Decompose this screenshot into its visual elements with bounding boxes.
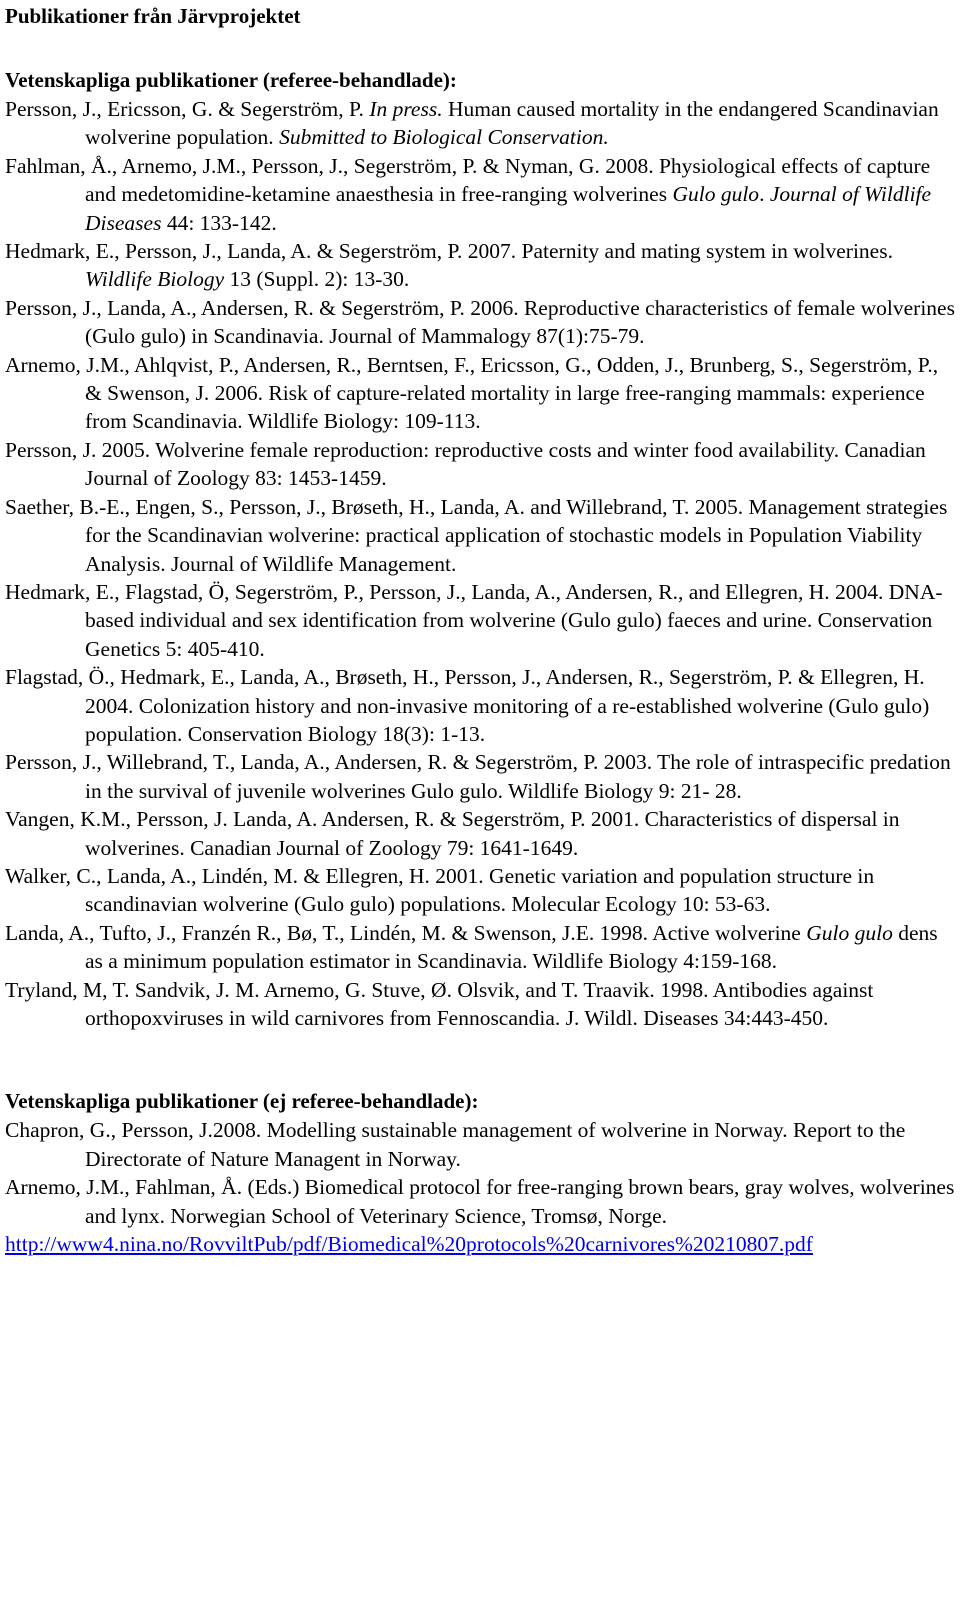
section-heading-non-refereed: Vetenskapliga publikationer (ej referee-behandlade): [5, 1089, 479, 1114]
entry-text: Persson, J., Ericsson, G. & Segerström, P. [5, 97, 370, 121]
entry-text: dens as a minimum population estimator in Scandinavia. Wildlife Biology 4:159-168. [85, 920, 938, 974]
publication-entry [5, 1116, 955, 1173]
entry-text: Fahlman, Å., Arnemo, J.M., Persson, J., Segerström, P. & Nyman, G. 2008. Physiological effects of capture and medetomidine-ketamine anaesthesia in free-ranging wolverines [5, 153, 931, 207]
publication-entry [5, 152, 955, 237]
publication-entry [5, 294, 955, 351]
entry-text: Persson, J., Willebrand, T., Landa, A., Andersen, R. & Segerström, P. 2003. The role of intraspecific predation in the survival of juvenile wolverines Gulo gulo. Wildlife Biology 9: 21- 28. [5, 750, 951, 803]
publication-entry [5, 976, 955, 1033]
italic-text: Wildlife Biology [85, 267, 225, 292]
entry-text: Persson, J. 2005. Wolverine female reproduction: reproductive costs and winter food availability. Canadian Journal of Zoology 83: 1453-1459. [5, 437, 926, 491]
spacer [5, 30, 955, 66]
italic-text: Gulo gulo [672, 182, 760, 207]
entry-text: . [759, 182, 770, 207]
italic-text: Submitted to Biological Conservation. [279, 125, 609, 150]
biomedical-protocol-link[interactable]: http://www4.nina.no/RovviltPub/pdf/Biomedical%20protocols%20carnivores%20210807.pdf [5, 1232, 813, 1257]
publication-entry [5, 237, 955, 294]
entry-link-line [5, 1230, 955, 1258]
entry-text: 13 (Suppl. 2): 13-30. [224, 267, 410, 292]
section-non-refereed [5, 1087, 955, 1258]
document-page [5, 0, 955, 1258]
publication-entry [5, 578, 955, 663]
publication-entry [5, 862, 955, 919]
publication-entry [5, 436, 955, 493]
entry-text: Vangen, K.M., Persson, J. Landa, A. Andersen, R. & Segerström, P. 2001. Characteristics of dispersal in wolverines. Canadian Journal of Zoology 79: 1641-1649. [5, 807, 900, 860]
entry-text: Saether, B.-E., Engen, S., Persson, J., Brøseth, H., Landa, A. and Willebrand, T. 2005. Management strategies for the Scandinavian wolverine: practical application of stochastic models in Population Viability Analysis. Journal of Wildlife Management. [5, 494, 948, 576]
entry-text: Landa, A., Tufto, J., Franzén R., Bø, T., Lindén, M. & Swenson, J.E. 1998. Active wolverine [5, 920, 807, 945]
entry-list-non-refereed [5, 1116, 955, 1230]
publication-entry [5, 95, 955, 152]
publication-entry [5, 919, 955, 976]
publication-entry [5, 351, 955, 436]
italic-text: Gulo gulo [806, 920, 893, 945]
entry-text: Human caused mortality in the endangered Scandinavian wolverine population. [85, 97, 939, 150]
publication-entry [5, 493, 955, 578]
entry-text: Arnemo, J.M., Fahlman, Å. (Eds.) Biomedical protocol for free-ranging brown bears, gray wolves, wolverines and lynx. Norwegian School of Veterinary Science, Tromsø, Norge. [5, 1175, 955, 1228]
publication-entry [5, 805, 955, 862]
publication-entry [5, 748, 955, 805]
italic-text: In press. [369, 97, 443, 121]
entry-text: Flagstad, Ö., Hedmark, E., Landa, A., Brøseth, H., Persson, J., Andersen, R., Segerström, P. & Ellegren, H. 2004. Colonization history and non-invasive monitoring of a re-established wolverine (Gulo gulo) population. Conservation Biology 18(3): 1-13. [5, 665, 930, 746]
entry-text: Arnemo, J.M., Ahlqvist, P., Andersen, R., Berntsen, F., Ericsson, G., Odden, J., Brunberg, S., Segerström, P., & Swenson, J. 2006. Risk of capture-related mortality in large free-ranging mammals: experience from Scandinavia. Wildlife Biology: 109-113. [5, 352, 939, 434]
entry-text: Chapron, G., Persson, J.2008. Modelling sustainable management of wolverine in Norway. Report to the Directorate of Nature Managent in Norway. [5, 1118, 906, 1171]
document-title: Publikationer från Järvprojektet [5, 4, 301, 28]
section-heading-refereed: Vetenskapliga publikationer (referee-behandlade): [5, 68, 457, 92]
entry-text: Tryland, M, T. Sandvik, J. M. Arnemo, G. Stuve, Ø. Olsvik, and T. Traavik. 1998. Antibodies against orthopoxviruses in wild carnivores from Fennoscandia. J. Wildl. Diseases 34:443-450. [5, 977, 874, 1030]
italic-text: Journal of Wildlife Diseases [85, 182, 932, 235]
entry-text: Persson, J., Landa, A., Andersen, R. & Segerström, P. 2006. Reproductive characteristics of female wolverines (Gulo gulo) in Scandinavia. Journal of Mammalogy 87(1):75-79. [5, 295, 955, 349]
section-refereed [5, 66, 955, 1032]
publication-entry [5, 663, 955, 748]
entry-text: Hedmark, E., Flagstad, Ö, Segerström, P., Persson, J., Landa, A., Andersen, R., and Ellegren, H. 2004. DNA-based individual and sex identification from wolverine (Gulo gulo) faeces and urine. Conservation Genetics 5: 405-410. [5, 579, 943, 661]
entry-text: Walker, C., Landa, A., Lindén, M. & Ellegren, H. 2001. Genetic variation and population structure in scandinavian wolverine (Gulo gulo) populations. Molecular Ecology 10: 53-63. [5, 863, 875, 917]
publication-entry [5, 1173, 955, 1230]
entry-text: 44: 133-142. [161, 210, 277, 235]
spacer [5, 1032, 955, 1087]
entry-text: Hedmark, E., Persson, J., Landa, A. & Segerström, P. 2007. Paternity and mating system in wolverines. [5, 239, 893, 264]
entry-list-refereed [5, 95, 955, 1032]
